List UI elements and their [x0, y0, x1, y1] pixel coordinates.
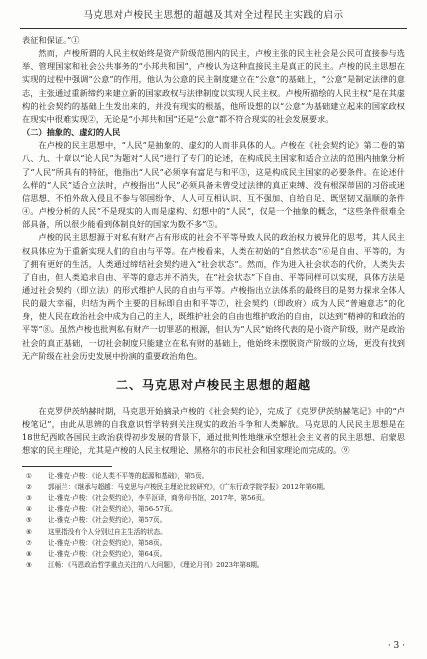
footnote — [22, 549, 405, 560]
footnote-text: 让-雅克·卢梭：《社会契约论》，第58页。 — [48, 538, 167, 547]
footnote-number: ⑧ — [26, 549, 32, 558]
footnote-text: 让-雅克·卢梭：《社会契约论》，第64页。 — [48, 549, 167, 558]
paragraph: 在克罗伊茨纳赫时期，马克思开始摘录卢梭的《社会契约论》，完成了《克罗伊茨纳赫笔记》中的“卢梭笔记”，由此从思辨的自我意识哲学转到关注现实的政治斗争和人类解放。马克思的人民民主思想是在18世纪西欧各国民主政治获得初步发展的背景下，通过批判性地继承空想社会主义者的民主思想、启蒙思想家的民主理论，尤其是卢梭的人民主权理论、黑格尔的市民社会和国家理论而完成的。⑨ — [22, 405, 405, 456]
footnote-text: 让-雅克·卢梭：《论人类不平等的起源和基础》，第5页。 — [48, 471, 209, 480]
footnote — [22, 515, 405, 526]
footnote-text: 这里指没有个人分别过自主生活的状态。 — [48, 527, 167, 536]
section-heading: 二、马克思对卢梭民主思想的超越 — [115, 377, 311, 392]
footnotes — [22, 471, 405, 572]
footnote — [22, 538, 405, 549]
footnote — [22, 504, 405, 515]
footnote-text: 江畅：《马恩政治哲学重点关注的八大问题》，《理论月刊》2023年第8期。 — [48, 561, 264, 570]
footnote-number: ② — [26, 482, 32, 491]
footnote-number: ④ — [26, 505, 32, 514]
footnote-number: ⑦ — [26, 538, 32, 547]
paragraph: 卢梭的民主思想源于对私有财产占有形成的社会不平等导致人民的政治权力被异化的思考，其人民主权具体应为于重新实现人们的自由与平等。在卢梭看来，人类在初始的“自然状态”⑥是自由、平等的，为了拥有更好的生活，人类通过缔结社会契约进入“社会状态”。然而，作为进入社会状态的代价，人类失去了自由，但人类追求自由、平等的意志并不消失，在“社会状态”下自由、平等同样可以实现，具体方法是通过社会契约（即立法）的形式维护人民的自由与平等。卢梭指出立法体系的最终目的是努力探求全体人民的最大幸福，归结为两个主要的目标即自由和平等⑦，社会契约（即政府）成为人民“普遍意志”的化身，使人民在政治社会中成为自己的主人，既维护社会的自由也维护政治的自由，以达到“精神的和政治的平等”⑧。虽然卢梭也批判私有财产一切罪恶的根源，但认为“人民”始终代表的是小资产阶级，财产是政治社会的真正基础，一切社会制度只能建立在私有财的基础上，他始终未摆脱资产阶级的立场，更没有找到无产阶级在社会历史发展中扮演的重要政治角色。 — [22, 232, 405, 361]
footnote — [22, 493, 405, 504]
footnote-text: 让-雅克·卢梭：《社会契约论》，第56-57页。 — [48, 505, 177, 514]
footnote-text: 让-雅克·卢梭：《社会契约论》，第57页。 — [48, 516, 167, 525]
footnote — [22, 527, 405, 538]
footnote — [22, 560, 405, 571]
running-header: 马克思对卢梭民主思想的超越及其对全过程民主实践的启示 — [20, 6, 407, 29]
article-body — [22, 34, 405, 571]
footnote-separator — [22, 466, 112, 467]
footnote-text: 让-雅克·卢梭：《社会契约论》，李平沤译，商务印书馆，2017年，第56页。 — [48, 493, 269, 502]
footnote-text: 郭丽兰：《继承与超越：马克思与卢梭民主理论比较研究》，《广东行政学院学报》2012年第6期。 — [48, 482, 330, 491]
footnote — [22, 482, 405, 493]
footnote-number: ⑤ — [26, 516, 32, 525]
paragraph: 然而，卢梭所谓的人民主权始终是资产阶级范围内的民主，卢梭主张的民主社会是公民可直接参与选举、管理国家和社会公共事务的“小邦共和国”，卢梭认为这种直接民主是真正的民主。卢梭的民主思想在实现的过程中强调“公意”的作用，他认为公意的民主制度建立在“公意”的基础上，“公意”是制定法律的意志，主张通过重新缔约来建立新的国家政权与法律制度以实现人民主权。卢梭所描绘的人民主权”是在其虚构的社会契约的基础上生发出来的，并没有现实的根基，他所设想的以“公意”为基础建立起来的国家政权在现实中很难实现②，无论是“小邦共和国”还是“公意”都不符合现实的社会发展要求。 — [22, 48, 405, 124]
footnote-number: ⑨ — [26, 561, 32, 570]
paragraph: 表征和保证。”① — [22, 35, 80, 45]
paragraph: 在卢梭的民主思想中，“人民”是抽象的、虚幻的人而非具体的人。卢梭在《社会契约论》第二卷的第八、九、十章以“论人民”为题对“人民”进行了专门的论述，在构成民主国家和适合立法的范围内抽象分析了“人民”所具有的特征，他指出“人民”必须享有富足与和平③，这是构成民主国家的必要条件。在论述什么样的“人民”适合立法时，卢梭指出“人民”必须具备未曾受过法律的真正束缚、没有根深蒂固的习俗或迷信思想、不怕外敌入侵且不参与邻国纷争、人人可互相认识、互不强加、自给自足、既坚韧又温顺的条件④。卢梭分析的人民”不是现实的人而是虚构、幻想中的“人民”，仅是一个抽象的概念，“这些条件很难全部具备，所以很少能看到体制良好的国家为数不多”⑤。 — [22, 140, 405, 230]
footnote-number: ① — [26, 471, 32, 480]
subsection-heading: （二）抽象的、虚幻的人民 — [22, 127, 121, 138]
footnote-number: ③ — [26, 493, 32, 502]
footnote — [22, 471, 405, 482]
footnote-number: ⑥ — [26, 527, 32, 536]
page-number: · 3 · — [387, 641, 405, 651]
